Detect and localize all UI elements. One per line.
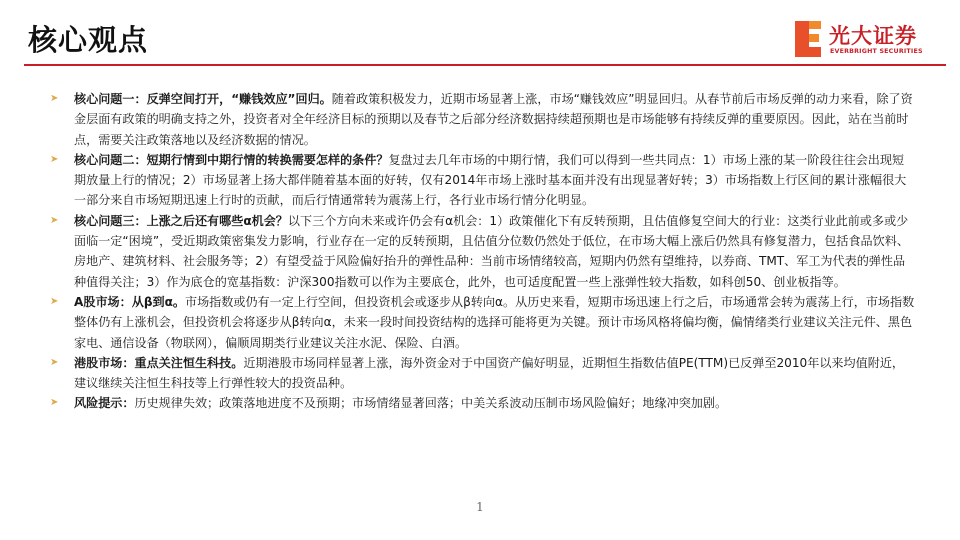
bullet-arrow-icon: ➤ — [50, 356, 59, 368]
everbright-logo-icon — [793, 20, 823, 58]
key-points-list — [50, 89, 916, 414]
key-point-text: 以下三个方向未来或许仍会有α机会：1）政策催化下有反转预期，且估值修复空间大的行业：这类行业此前或多或少面临一定“困境”，受近期政策密集发力影响，行业存在一定的反转预期，且估值分位数仍然处于低位，在市场大幅上涨后仍然具有修复潜力，包括食品饮料、房地产、建筑材料、社会服务等；2）有望受益于风险偏好抬升的弹性品种：当前市场情绪较高，短期内仍然有望维持，以券商、TMT、军工为代表的弹性品种值得关注；3）作为底仓的宽基指数：沪深300指数可以作为主要底仓，此外，也可适度配置一些上涨弹性较大指数，如科创50、创业板指等。 — [74, 213, 909, 289]
key-point-text: 市场指数或仍有一定上行空间，但投资机会或逐步从β转向α。从历史来看，短期市场迅速上行之后，市场通常会转为震荡上行，市场指数整体仍有上涨机会，但投资机会将逐步从β转向α，未来一段时间投资结构的选择可能将更为关键。预计市场风格将偏均衡，偏情绪类行业建议关注元件、黑色家电、通信设备（物联网），偏顺周期类行业建议关注水泥、保险、白酒。 — [74, 294, 915, 350]
key-point-item — [50, 150, 916, 211]
company-logo — [793, 20, 953, 60]
key-point-lead: 核心问题二：短期行情到中期行情的转换需要怎样的条件？ — [74, 152, 389, 167]
key-point-item — [50, 211, 916, 292]
key-point-lead: 核心问题三：上涨之后还有哪些α机会？ — [74, 213, 288, 228]
key-point-item — [50, 353, 916, 394]
key-point-text: 历史规律失效；政策落地进度不及预期；市场情绪显著回落；中美关系波动压制市场风险偏好；地缘冲突加剧。 — [134, 396, 728, 411]
logo-english-text: EVERBRIGHT SECURITIES — [830, 48, 923, 55]
key-point-text: 随着政策积极发力，近期市场显著上涨，市场“赚钱效应”明显回归。从春节前后市场反弹的动力来看，除了资金层面有政策的明确支持之外，投资者对全年经济目标的预期以及春节之后部分经济数据持续超预期也是市场能够有持续反弹的重要原因。因此，站在当前时点，需要关注政策落地以及经济数据的情况。 — [74, 92, 913, 147]
bullet-arrow-icon: ➤ — [50, 214, 59, 226]
key-point-text: 复盘过去几年市场的中期行情，我们可以得到一些共同点：1）市场上涨的某一阶段往往会出现短期放量上行的情况；2）市场显著上扬大都伴随着基本面的好转，仅有2014年市场上涨时基本面并没有出现显著好转；3）市场指数上行区间的累计涨幅很大一部分来自市场短期迅速上行时的贡献，而后行情通常转为震荡上行，各行业市场行情分化明显。 — [74, 152, 907, 208]
bullet-arrow-icon: ➤ — [50, 397, 59, 409]
key-point-lead: 风险提示： — [74, 396, 135, 411]
bullet-arrow-icon: ➤ — [50, 295, 59, 307]
bullet-arrow-icon: ➤ — [50, 153, 59, 165]
bullet-arrow-icon: ➤ — [50, 93, 59, 104]
key-point-lead: 核心问题一：反弹空间打开，“赚钱效应”回归。 — [74, 92, 332, 106]
key-point-item — [50, 393, 916, 413]
logo-chinese-text: 光大证券 — [829, 24, 917, 48]
page-title: 核心观点 — [28, 23, 149, 57]
key-point-item — [50, 89, 916, 150]
key-point-text: 近期港股市场同样显著上涨，海外资金对于中国资产偏好明显，近期恒生指数估值PE(TTM)已反弹至2010年以来均值附近，建议继续关注恒生科技等上行弹性较大的投资品种。 — [74, 355, 904, 391]
title-divider — [24, 64, 946, 66]
page-number: 1 — [476, 500, 484, 514]
key-point-item — [50, 292, 916, 353]
key-point-lead: A股市场：从β到α。 — [74, 294, 185, 309]
key-point-lead: 港股市场：重点关注恒生科技。 — [74, 355, 244, 370]
